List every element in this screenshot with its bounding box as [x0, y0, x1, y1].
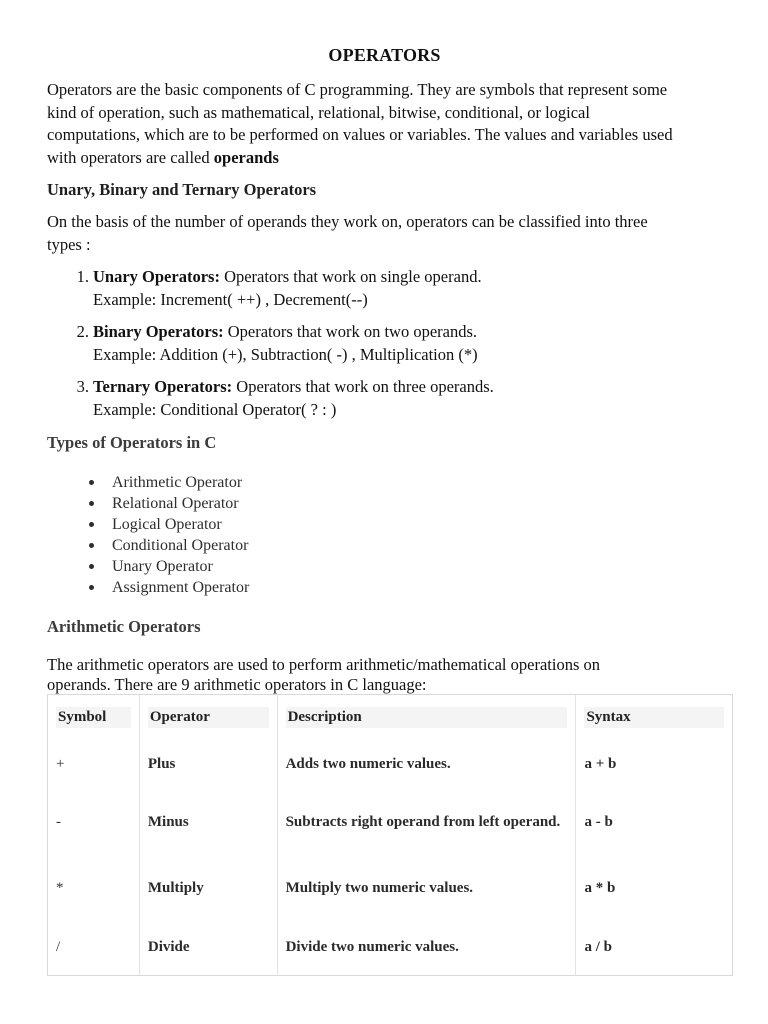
list-item-label: Arithmetic Operator [112, 474, 243, 491]
bullet-icon [89, 522, 94, 527]
header-syntax: Syntax [576, 695, 733, 741]
operator-types-list [87, 472, 487, 598]
cell-description: Multiply two numeric values. [277, 858, 576, 920]
item-definition: Operators that work on three operands. [232, 377, 494, 396]
item-example-label: Example: [93, 399, 161, 419]
intro-line: Operators are the basic components of C programming. They are symbols that represent some [47, 80, 668, 99]
item-definition: Operators that work on two operands. [223, 322, 478, 341]
list-item-label: Conditional Operator [112, 537, 249, 554]
list-item-label: Logical Operator [112, 516, 222, 533]
table-row [48, 920, 733, 976]
list-item [87, 556, 487, 577]
cell-symbol: - [56, 814, 61, 830]
table-row [48, 858, 733, 920]
cell-description: Adds two numeric values. [277, 741, 576, 788]
cell-symbol: + [56, 755, 65, 772]
item-term: Ternary Operators: [93, 377, 233, 396]
item-number: 2. [76, 322, 89, 341]
list-item [87, 472, 487, 493]
list-item [87, 493, 487, 514]
classification-line: On the basis of the number of operands they work on, operators can be classified into three [47, 212, 648, 231]
classification-paragraph [47, 211, 722, 256]
intro-line [47, 147, 722, 170]
table-row [48, 741, 733, 788]
unary-binary-ternary-heading: Unary, Binary and Ternary Operators [47, 180, 317, 199]
cell-syntax: a / b [576, 920, 733, 976]
item-number: 1. [76, 267, 89, 286]
arithmetic-operators-table [47, 694, 733, 976]
table-header-row [48, 695, 733, 741]
cell-syntax: a + b [576, 741, 733, 788]
intro-line: computations, which are to be performed on values or variables. The values and variables used [47, 125, 673, 144]
arithmetic-line: operands. There are 9 arithmetic operators in C language: [47, 675, 427, 694]
item-body [93, 321, 703, 366]
list-item-label: Unary Operator [112, 558, 213, 575]
item-number: 3. [76, 377, 89, 396]
list-item [87, 514, 487, 535]
bullet-icon [89, 543, 94, 548]
item-body [93, 376, 703, 421]
list-item [87, 535, 487, 556]
cell-operator: Divide [139, 920, 277, 976]
cell-description: Divide two numeric values. [277, 920, 576, 976]
cell-syntax: a * b [576, 858, 733, 920]
intro-line: kind of operation, such as mathematical, relational, bitwise, conditional, or logical [47, 102, 590, 122]
cell-syntax: a - b [576, 788, 733, 858]
list-item-label: Relational Operator [112, 495, 239, 512]
table-row [48, 788, 733, 858]
header-symbol: Symbol [48, 695, 140, 741]
item-body [93, 266, 703, 311]
bullet-icon [89, 564, 94, 569]
operands-term: operands [213, 147, 279, 167]
header-description: Description [277, 695, 576, 741]
item-definition: Operators that work on single operand. [219, 267, 482, 286]
arithmetic-operators-heading: Arithmetic Operators [47, 617, 201, 636]
intro-line-text: with operators are called [47, 147, 214, 167]
page-title: OPERATORS [328, 45, 441, 65]
classification-line: types : [47, 234, 91, 254]
list-item-label: Assignment Operator [112, 579, 250, 596]
intro-paragraph [47, 79, 722, 169]
cell-operator: Plus [139, 741, 277, 788]
types-of-operators-heading: Types of Operators in C [47, 433, 217, 452]
arithmetic-paragraph [47, 655, 722, 695]
arithmetic-line: The arithmetic operators are used to perform arithmetic/mathematical operations on [47, 655, 600, 674]
item-example: Addition (+), Subtraction( -) , Multiplication (*) [159, 344, 478, 364]
item-term: Unary Operators: [93, 267, 220, 286]
item-example-label: Example: [93, 344, 160, 364]
cell-operator: Multiply [139, 858, 277, 920]
header-operator: Operator [139, 695, 277, 741]
bullet-icon [89, 480, 94, 485]
cell-symbol: / [56, 938, 61, 955]
cell-description: Subtracts right operand from left operand. [277, 788, 576, 858]
bullet-icon [89, 585, 94, 590]
bullet-icon [89, 501, 94, 506]
item-example: Conditional Operator( ? : ) [160, 399, 337, 419]
item-term: Binary Operators: [93, 322, 224, 341]
list-item [87, 577, 487, 598]
item-example: Increment( ++) , Decrement(--) [160, 289, 368, 309]
cell-operator: Minus [139, 788, 277, 858]
item-example-label: Example: [93, 289, 161, 309]
cell-symbol: * [56, 880, 64, 896]
